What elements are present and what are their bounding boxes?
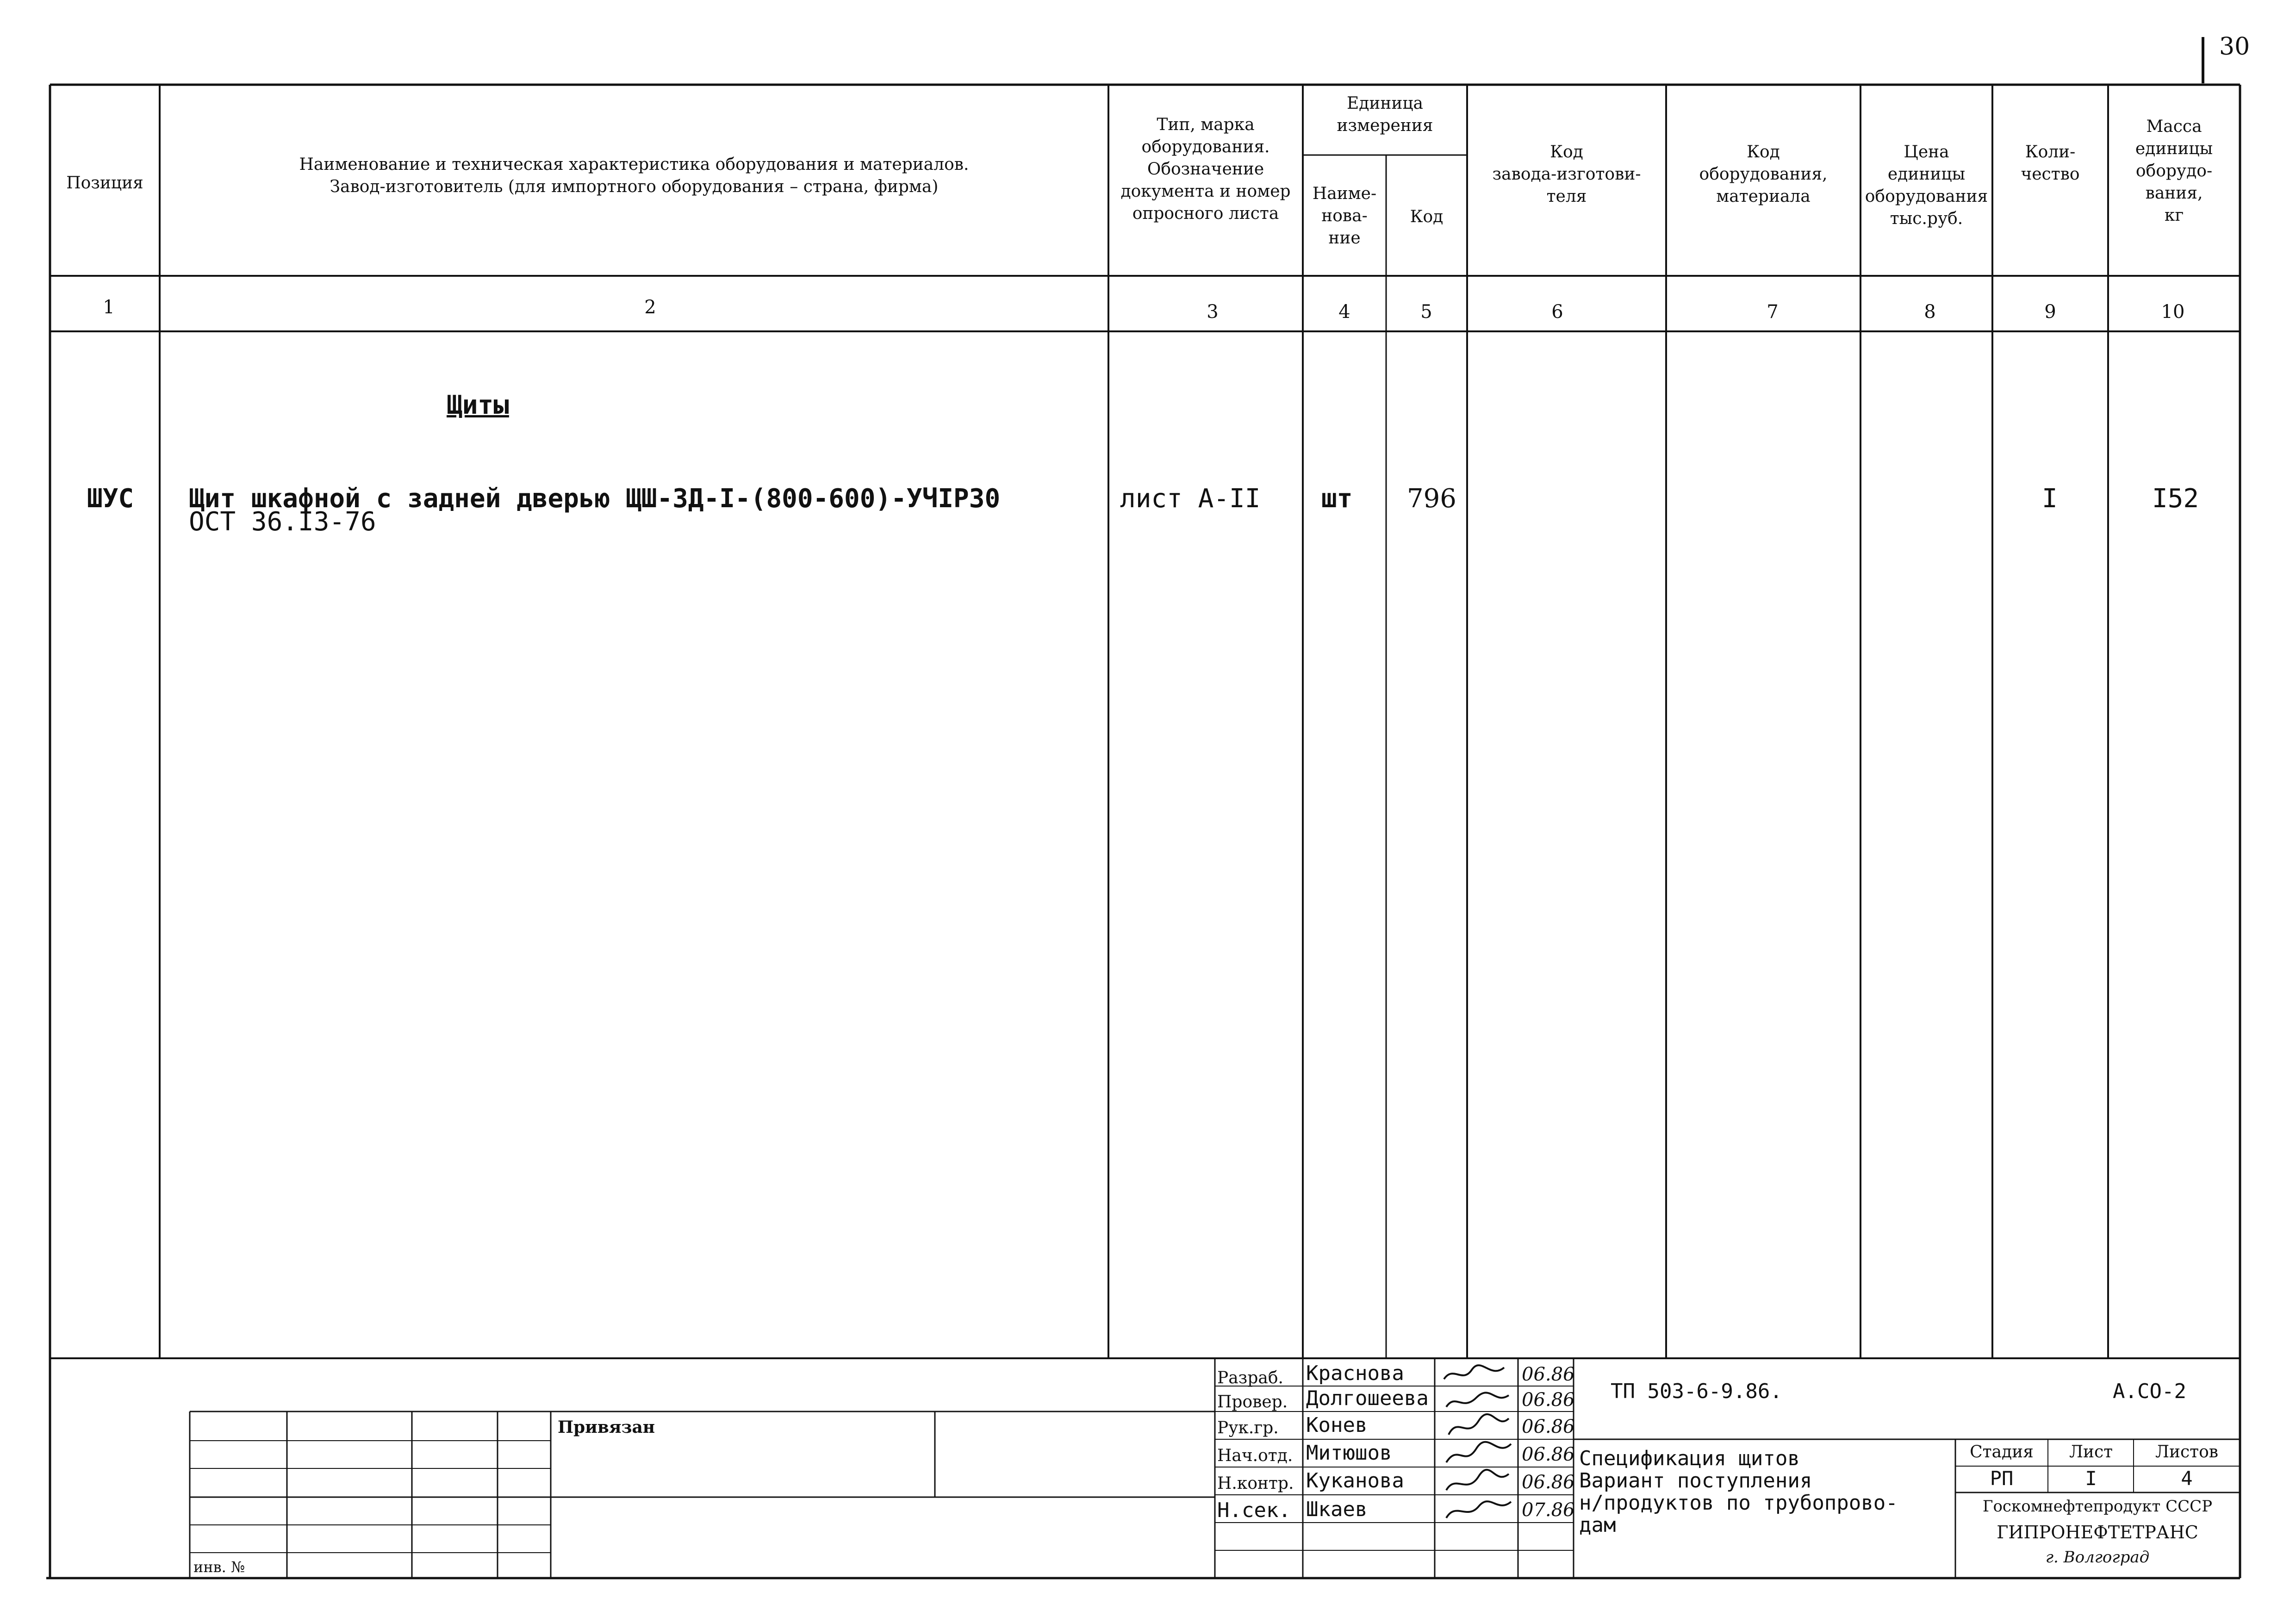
column-number-8: 8 — [1924, 301, 1936, 323]
role-group-head: Рук.гр. — [1217, 1418, 1279, 1437]
row-unit: шт — [1321, 484, 1353, 514]
date-group-head: 06.86 — [1522, 1416, 1575, 1437]
header-equipment-code: Код оборудования, материала — [1699, 143, 1828, 206]
header-unit-mass: Масса единицы оборудо- вания, кг — [2135, 117, 2213, 225]
column-number-7: 7 — [1767, 301, 1779, 323]
privyazan-label: Привязан — [558, 1418, 655, 1437]
stage-value: РП — [1990, 1467, 2014, 1490]
row-position: ШУС — [87, 484, 134, 514]
header-manufacturer-code: Код завода-изготови- теля — [1492, 143, 1641, 206]
organization-city: г. Волгоград — [2045, 1548, 2150, 1567]
header-quantity: Коли- чество — [2021, 143, 2080, 184]
organization-ministry: Госкомнефтепродукт СССР — [1982, 1497, 2213, 1516]
header-unit-code: Код — [1410, 207, 1444, 226]
date-developer: 06.86 — [1522, 1364, 1575, 1385]
page-number: 30 — [2219, 33, 2250, 61]
handwritten-signatures — [1435, 1361, 1518, 1578]
row-unit-code: 796 — [1407, 484, 1456, 514]
header-unit-name: Наиме- нова- ние — [1312, 184, 1377, 248]
column-number-9: 9 — [2044, 301, 2056, 323]
date-section-head: 07.86 — [1522, 1499, 1575, 1521]
row-type: лист А-II — [1120, 484, 1261, 514]
sheet-code: А.СО-2 — [2113, 1380, 2186, 1403]
row-standard: ОСТ 36.I3-76 — [189, 507, 376, 537]
document-title-line-1: Спецификация щитов — [1579, 1447, 1800, 1470]
document-title-line-2: Вариант поступления — [1579, 1469, 1812, 1492]
sheet-label: Лист — [2069, 1443, 2113, 1461]
sheets-label: Листов — [2155, 1443, 2219, 1461]
role-section-head: Н.сек. — [1217, 1499, 1291, 1522]
column-number-1: 1 — [103, 297, 115, 318]
date-department-head: 06.86 — [1522, 1444, 1575, 1465]
header-position: Позиция — [66, 174, 143, 193]
header-type-mark: Тип, марка оборудования. Обозначение документа и номер опросного листа — [1120, 115, 1291, 223]
name-norm-control: Куканова — [1306, 1469, 1404, 1492]
document-title-line-4: дам — [1579, 1513, 1616, 1537]
role-norm-control: Н.контр. — [1217, 1474, 1294, 1493]
project-code: ТП 503-6-9.86. — [1611, 1380, 1782, 1403]
sheets-value: 4 — [2181, 1467, 2193, 1490]
column-number-3: 3 — [1207, 301, 1219, 323]
role-developer: Разраб. — [1217, 1368, 1283, 1387]
name-section-head: Шкаев — [1306, 1498, 1368, 1521]
row-mass: I52 — [2152, 484, 2199, 514]
name-group-head: Конев — [1306, 1413, 1368, 1437]
column-number-4: 4 — [1338, 301, 1350, 323]
column-number-5: 5 — [1420, 301, 1432, 323]
name-developer: Краснова — [1306, 1362, 1404, 1385]
column-number-6: 6 — [1551, 301, 1563, 323]
role-checker: Провер. — [1217, 1393, 1288, 1412]
row-name: Щит шкафной с задней дверью ЩШ-ЗД-I-(800-600)-УЧIР30 — [189, 484, 1001, 514]
name-checker: Долгошеева — [1306, 1387, 1429, 1410]
column-number-2: 2 — [644, 297, 656, 318]
date-norm-control: 06.86 — [1522, 1472, 1575, 1493]
inventory-number-label: инв. № — [193, 1558, 245, 1576]
date-checker: 06.86 — [1522, 1389, 1575, 1411]
document-title-line-3: н/продуктов по трубопрово- — [1579, 1491, 1898, 1515]
name-department-head: Митюшов — [1306, 1441, 1392, 1465]
header-name-characteristics: Наименование и техническая характеристика оборудования и материалов. Завод-изготовитель (для импортного оборудования – страна, фирма) — [299, 155, 969, 196]
stage-label: Стадия — [1970, 1443, 2034, 1461]
row-quantity: I — [2042, 484, 2058, 514]
sheet-value: I — [2085, 1467, 2097, 1490]
header-unit-price: Цена единицы оборудования тыс.руб. — [1865, 143, 1988, 228]
section-title: Щиты — [447, 390, 509, 420]
role-department-head: Нач.отд. — [1217, 1446, 1293, 1465]
organization-institute: ГИПРОНЕФТЕТРАНС — [1997, 1522, 2198, 1542]
header-unit-group: Единица измерения — [1337, 94, 1433, 135]
column-number-10: 10 — [2161, 301, 2185, 323]
